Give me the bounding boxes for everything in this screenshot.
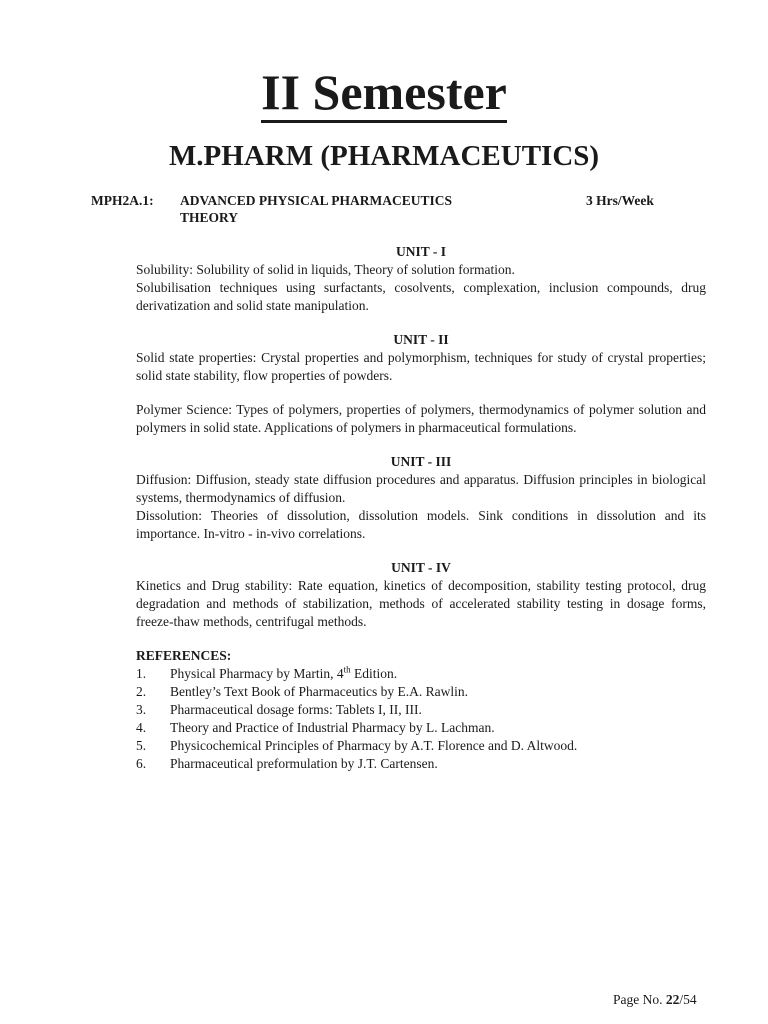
reference-text-main: Physical Pharmacy by Martin, 4 bbox=[170, 666, 344, 681]
course-name bbox=[180, 192, 510, 226]
reference-item bbox=[136, 701, 706, 719]
reference-item bbox=[136, 683, 706, 701]
course-hours: 3 Hrs/Week bbox=[586, 193, 654, 208]
semester-title: II Semester bbox=[261, 64, 507, 123]
page-number-total: /54 bbox=[679, 992, 697, 1007]
reference-text bbox=[170, 665, 706, 683]
unit-paragraph: Diffusion: Diffusion, steady state diffusion procedures and apparatus. Diffusion principles in biological systems, thermodynamics of diffusion. bbox=[136, 472, 706, 505]
unit-paragraph: Kinetics and Drug stability: Rate equation, kinetics of decomposition, stability testing protocol, drug degradation and methods of stabilization, methods of accelerated stability testing in dosage forms, freeze-thaw methods, centrifugal methods. bbox=[136, 578, 706, 629]
program-title: M.PHARM (PHARMACEUTICS) bbox=[168, 140, 600, 172]
references-heading: REFERENCES: bbox=[136, 648, 232, 663]
reference-item bbox=[136, 755, 706, 773]
edition-superscript: th bbox=[343, 664, 351, 675]
reference-item bbox=[136, 719, 706, 737]
reference-text: Bentley’s Text Book of Pharmaceutics by E.A. Rawlin. bbox=[170, 684, 469, 699]
reference-number: 2. bbox=[136, 684, 147, 699]
unit-paragraph: Solubility: Solubility of solid in liquids, Theory of solution formation. bbox=[136, 262, 515, 277]
unit-paragraph: Solid state properties: Crystal properties and polymorphism, techniques for study of crystal properties; solid state stability, flow properties of powders. bbox=[136, 350, 706, 383]
reference-item bbox=[136, 737, 706, 755]
unit-paragraph: Polymer Science: Types of polymers, properties of polymers, thermodynamics of polymer solution and polymers in solid state. Applications of polymers in pharmaceutical formulations. bbox=[136, 402, 706, 435]
reference-number: 6. bbox=[136, 756, 147, 771]
page-number bbox=[613, 991, 697, 1009]
reference-text-tail: Edition. bbox=[350, 666, 398, 681]
reference-number: 5. bbox=[136, 738, 147, 753]
reference-number: 1. bbox=[136, 666, 147, 681]
page-number-current: 22 bbox=[665, 992, 680, 1007]
course-name-line2: THEORY bbox=[180, 210, 239, 225]
syllabus-content bbox=[136, 243, 706, 773]
reference-text: Physicochemical Principles of Pharmacy by A.T. Florence and D. Altwood. bbox=[170, 738, 578, 753]
unit-heading: UNIT - II bbox=[393, 332, 449, 347]
reference-text: Pharmaceutical dosage forms: Tablets I, II, III. bbox=[170, 702, 422, 717]
unit-heading: UNIT - III bbox=[390, 454, 452, 469]
course-code: MPH2A.1: bbox=[91, 193, 154, 208]
reference-text: Theory and Practice of Industrial Pharmacy by L. Lachman. bbox=[170, 720, 495, 735]
unit-paragraph: Solubilisation techniques using surfactants, cosolvents, complexation, inclusion compounds, drug derivatization and solid state manipulation. bbox=[136, 280, 706, 313]
unit-heading: UNIT - IV bbox=[391, 560, 451, 575]
course-name-line1: ADVANCED PHYSICAL PHARMACEUTICS bbox=[180, 193, 453, 208]
reference-text: Pharmaceutical preformulation by J.T. Cartensen. bbox=[170, 756, 438, 771]
reference-item bbox=[136, 665, 706, 683]
unit-heading: UNIT - I bbox=[395, 244, 446, 259]
page-number-label: Page No. bbox=[613, 992, 666, 1007]
page-title bbox=[0, 62, 768, 123]
unit-paragraph: Dissolution: Theories of dissolution, dissolution models. Sink conditions in dissolution and its importance. In-vitro - in-vivo correlations. bbox=[136, 508, 706, 541]
reference-number: 4. bbox=[136, 720, 147, 735]
reference-number: 3. bbox=[136, 702, 147, 717]
